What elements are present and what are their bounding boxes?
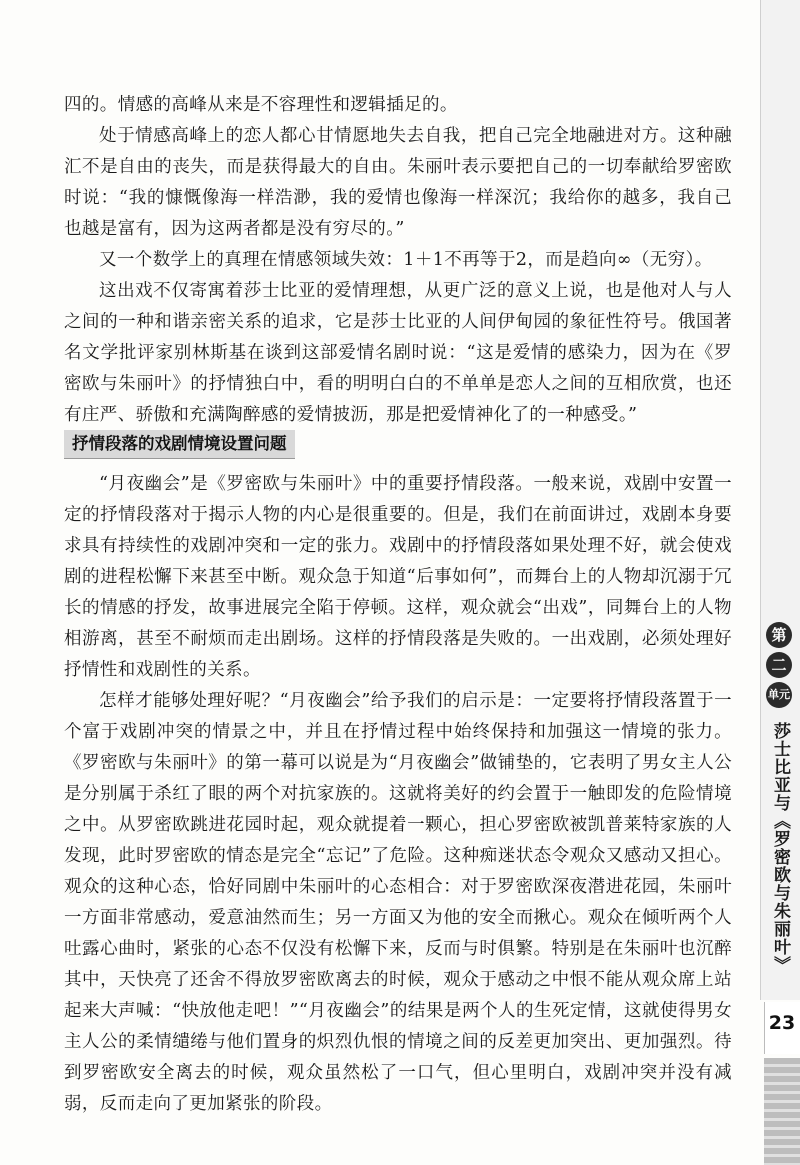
unit-caption: 莎士比亚与《罗密欧与朱丽叶》 xyxy=(770,722,790,974)
paragraph: 四的。情感的高峰从来是不容理性和逻辑插足的。 xyxy=(64,95,458,115)
paragraph: 这出戏不仅寄寓着莎士比亚的爱情理想，从更广泛的意义上说，也是他对人与人之间的一种和谐亲密关系的追求，它是莎士比亚的人间伊甸园的象征性符号。俄国著名文学批评家别林斯基在谈到这部爱情名剧时说：“这是爱情的感染力，因为在《罗密欧与朱丽叶》的抒情独白中，看的明明白白的不单单是恋人之间的互相欣赏，也还有庄严、骄傲和充满陶醉感的爱情披沥，那是把爱情神化了的一种感受。” xyxy=(64,281,732,425)
paragraph: 怎样才能够处理好呢？“月夜幽会”给予我们的启示是：一定要将抒情段落置于一个富于戏剧冲突的情景之中，并且在抒情过程中始终保持和加强这一情境的张力。《罗密欧与朱丽叶》的第一幕可以说是为“月夜幽会”做铺垫的，它表明了男女主人公是分别属于杀红了眼的两个对抗家族的。这就将美好的约会置于一触即发的危险情境之中。从罗密欧跳进花园时起，观众就提着一颗心，担心罗密欧被凯普莱特家族的人发现，此时罗密欧的情态是完全“忘记”了危险。这种痴迷状态令观众又感动又担心。观众的这种心态，恰好同剧中朱丽叶的心态相合：对于罗密欧深夜潜进花园，朱丽叶一方面非常感动，爱意油然而生；另一方面又为他的安全而揪心。观众在倾听两个人吐露心曲时，紧张的心态不仅没有松懈下来，反而与时俱繁。特别是在朱丽叶也沉醉其中，天快亮了还舍不得放罗密欧离去的时候，观众于感动之中恨不能从观众席上站起来大声喊：“快放他走吧！”“月夜幽会”的结果是两个人的生死定情，这就使得男女主人公的柔情缱绻与他们置身的炽烈仇恨的情境之间的反差更加突出、更加强烈。待到罗密欧安全离去的时候，观众虽然松了一口气，但心里明白，戏剧冲突并没有减弱，反而走向了更加紧张的阶段。 xyxy=(64,691,732,1114)
body-text-bottom xyxy=(64,469,732,1120)
paragraph: “月夜幽会”是《罗密欧与朱丽叶》中的重要抒情段落。一般来说，戏剧中安置一定的抒情段落对于揭示人物的内心是很重要的。但是，我们在前面讲过，戏剧本身要求具有持续性的戏剧冲突和一定的张力。戏剧中的抒情段落如果处理不好，就会使戏剧的进程松懈下来甚至中断。观众急于知道“后事如何”，而舞台上的人物却沉溺于冗长的情感的抒发，故事进展完全陷于停顿。这样，观众就会“出戏”，同舞台上的人物相游离，甚至不耐烦而走出剧场。这样的抒情段落是失败的。一出戏剧，必须处理好抒情性和戏剧性的关系。 xyxy=(64,474,732,680)
paragraph: 又一个数学上的真理在情感领域失效：1＋1不再等于2，而是趋向∞（无穷）。 xyxy=(99,250,713,270)
unit-badge: 第 xyxy=(766,622,792,648)
body-text-top xyxy=(64,90,732,431)
unit-badge: 单元 xyxy=(766,682,792,708)
paragraph: 处于情感高峰上的恋人都心甘情愿地失去自我，把自己完全地融进对方。这种融汇不是自由的丧失，而是获得最大的自由。朱丽叶表示要把自己的一切奉献给罗密欧时说：“我的慷慨像海一样浩渺，我的爱情也像海一样深沉；我给你的越多，我自己也越是富有，因为这两者都是没有穷尽的。” xyxy=(64,126,732,239)
page-number: 23 xyxy=(768,1012,796,1034)
page-edge-stripes xyxy=(764,1058,800,1165)
section-heading: 抒情段落的戏剧情境设置问题 xyxy=(64,430,295,459)
unit-badge: 二 xyxy=(766,652,792,678)
